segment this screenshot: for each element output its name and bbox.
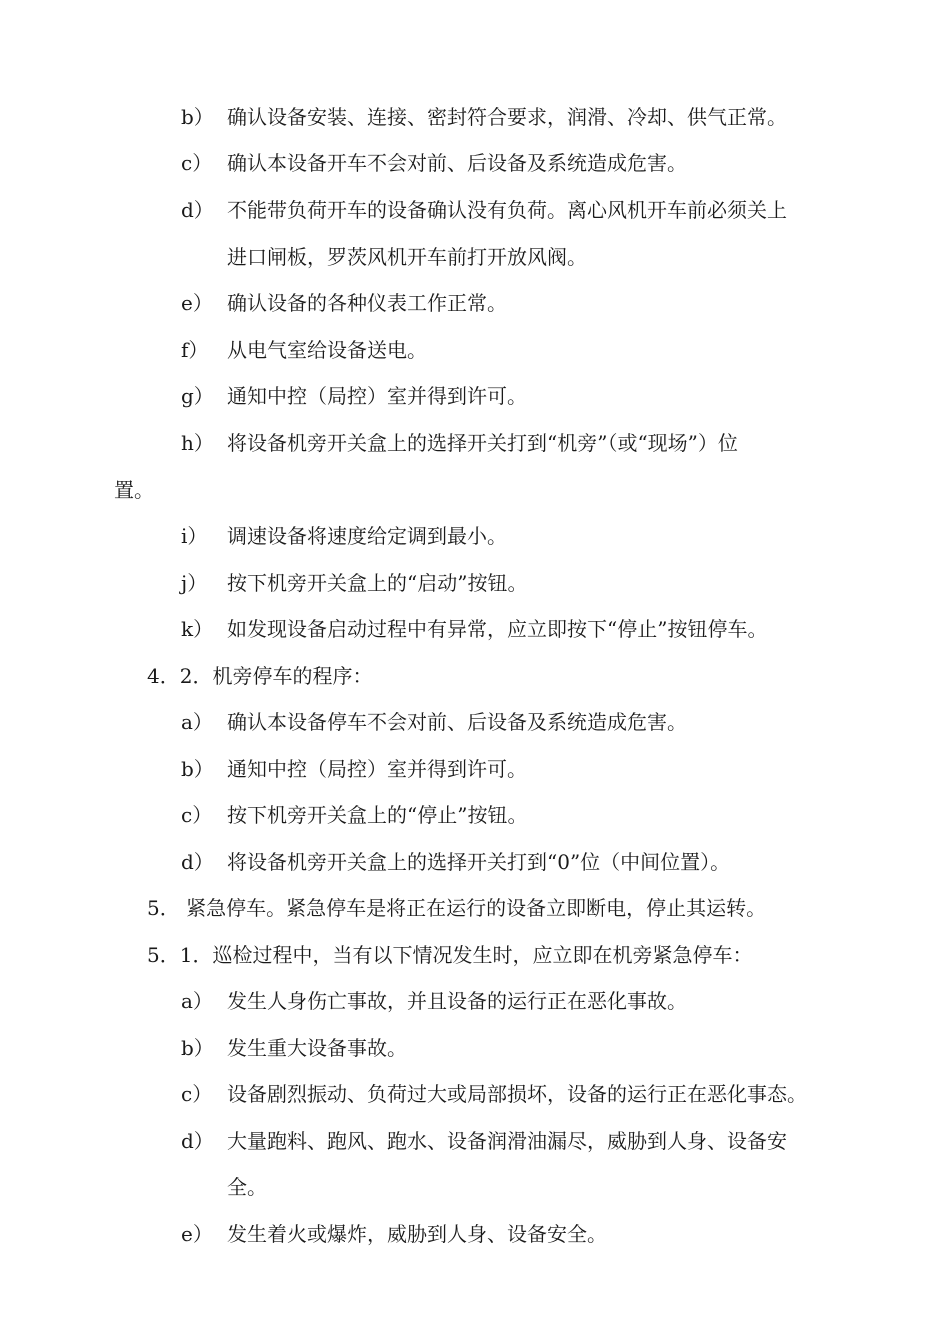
item-text: 全。 — [227, 1175, 267, 1199]
item-label: k） — [181, 617, 214, 641]
item-label: c） — [181, 151, 213, 175]
item-label: a） — [181, 710, 213, 734]
item-text: 发生着火或爆炸，威胁到人身、设备安全。 — [227, 1222, 607, 1246]
item-label: j） — [181, 571, 208, 595]
item-text: 5．1．巡检过程中，当有以下情况发生时，应立即在机旁紧急停车： — [147, 943, 753, 967]
item-text: 确认设备的各种仪表工作正常。 — [227, 291, 507, 315]
item-text: 5． 紧急停车。紧急停车是将正在运行的设备立即断电，停止其运转。 — [147, 896, 767, 920]
item-text: 发生重大设备事故。 — [227, 1036, 407, 1060]
item-text: 通知中控（局控）室并得到许可。 — [227, 757, 527, 781]
item-text: 按下机旁开关盒上的“启动”按钮。 — [227, 571, 528, 595]
item-text: 按下机旁开关盒上的“停止”按钮。 — [227, 803, 528, 827]
item-text: 发生人身伤亡事故，并且设备的运行正在恶化事故。 — [227, 989, 687, 1013]
item-label: b） — [181, 757, 214, 781]
item-label: c） — [181, 803, 213, 827]
item-text: 4．2．机旁停车的程序： — [147, 664, 373, 688]
item-label: d） — [181, 850, 214, 874]
item-label: f） — [181, 338, 209, 362]
item-label: b） — [181, 105, 214, 129]
item-label: h） — [181, 431, 214, 455]
item-label: a） — [181, 989, 213, 1013]
item-label: g） — [181, 384, 214, 408]
item-text: 确认本设备停车不会对前、后设备及系统造成危害。 — [227, 710, 687, 734]
item-text: 将设备机旁开关盒上的选择开关打到“0”位（中间位置）。 — [227, 850, 731, 874]
item-text: 进口闸板，罗茨风机开车前打开放风阀。 — [227, 245, 587, 269]
item-text: 确认本设备开车不会对前、后设备及系统造成危害。 — [227, 151, 687, 175]
item-text: 如发现设备启动过程中有异常，应立即按下“停止”按钮停车。 — [227, 617, 768, 641]
item-text: 大量跑料、跑风、跑水、设备润滑油漏尽，威胁到人身、设备安 — [227, 1129, 787, 1153]
item-text: 不能带负荷开车的设备确认没有负荷。离心风机开车前必须关上 — [227, 198, 787, 222]
item-text: 通知中控（局控）室并得到许可。 — [227, 384, 527, 408]
item-label: e） — [181, 1222, 213, 1246]
item-text: 置。 — [114, 478, 154, 502]
item-label: b） — [181, 1036, 214, 1060]
item-text: 确认设备安装、连接、密封符合要求，润滑、冷却、供气正常。 — [227, 105, 787, 129]
item-text: 从电气室给设备送电。 — [227, 338, 427, 362]
item-label: d） — [181, 1129, 214, 1153]
item-label: d） — [181, 198, 214, 222]
item-text: 调速设备将速度给定调到最小。 — [227, 524, 507, 548]
item-text: 将设备机旁开关盒上的选择开关打到“机旁”（或“现场”）位 — [227, 431, 738, 455]
item-label: e） — [181, 291, 213, 315]
item-label: i） — [181, 524, 208, 548]
item-text: 设备剧烈振动、负荷过大或局部损坏，设备的运行正在恶化事态。 — [227, 1082, 807, 1106]
item-label: c） — [181, 1082, 213, 1106]
